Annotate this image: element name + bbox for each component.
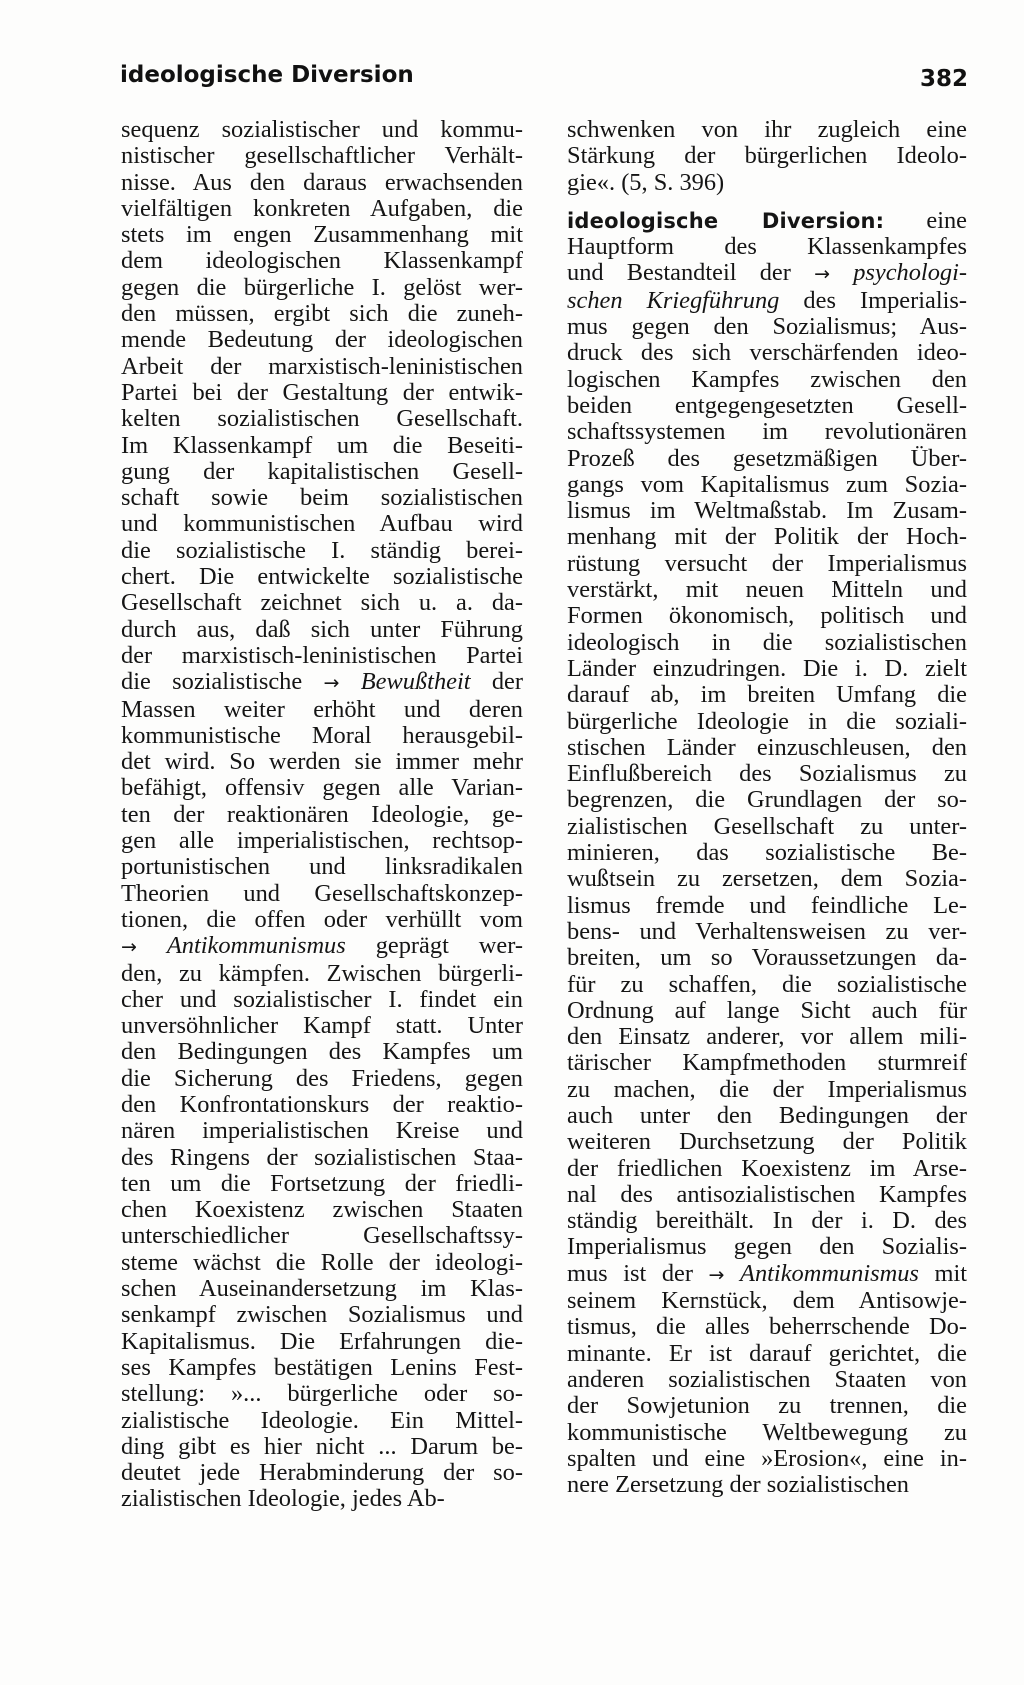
text-line: Stärkung der bürgerlichen Ideolo- bbox=[567, 142, 967, 170]
text-line: gie«. (5, S. 396) bbox=[567, 168, 725, 196]
text-line: Kapitalismus. Die Erfahrungen die- bbox=[121, 1327, 523, 1355]
text-line: gung der kapitalistischen Gesell- bbox=[121, 457, 523, 485]
text-line: den Konfrontationskurs der reaktio- bbox=[121, 1090, 523, 1118]
text-line: Theorien und Gesellschaftskonzep- bbox=[121, 879, 523, 907]
text-line: zialistischen Gesellschaft zu unter- bbox=[567, 812, 967, 840]
text-line: rüstung versucht der Imperialismus bbox=[567, 549, 967, 577]
text-line: menhang mit der Politik der Hoch- bbox=[567, 523, 967, 551]
text-line: eine bbox=[884, 206, 967, 234]
text-line: bürgerliche Ideologie in die soziali- bbox=[567, 707, 967, 735]
text-line: nistischer gesellschaftlicher Verhält- bbox=[121, 142, 523, 170]
text-line: vielfältigen konkreten Aufgaben, die bbox=[121, 194, 523, 222]
text-line: deutet jede Herabminderung der so- bbox=[121, 1459, 523, 1487]
text-line: Imperialismus gegen den Sozialis- bbox=[567, 1233, 967, 1261]
text-line: auch unter den Bedingungen der bbox=[567, 1101, 967, 1129]
dictionary-entry bbox=[567, 208, 967, 1499]
text-line: ständig bereithält. In der i. D. des bbox=[567, 1207, 967, 1235]
text-line: ding gibt es hier nicht ... Darum be- bbox=[121, 1432, 523, 1460]
text-line: stets im engen Zusammenhang mit bbox=[121, 221, 523, 249]
text-line: tionen, die offen oder verhüllt vom bbox=[121, 905, 523, 933]
text-line: dem ideologischen Klassenkampf bbox=[121, 247, 523, 275]
text-line: kelten sozialistischen Gesellschaft. bbox=[121, 405, 523, 433]
text-line: schaft sowie beim sozialistischen bbox=[121, 484, 523, 512]
text-line: den, zu kämpfen. Zwischen bürgerli- bbox=[121, 959, 523, 987]
text-line: Länder einzudringen. Die i. D. zielt bbox=[567, 654, 967, 682]
text-line: zialistischen Ideologie, jedes Ab- bbox=[121, 1485, 445, 1513]
text-line: lismus fremde und feindliche Le- bbox=[567, 891, 967, 919]
text-line: stischen Länder einzuschleusen, den bbox=[567, 733, 967, 761]
text-line: beiden entgegengesetzten Gesell- bbox=[567, 391, 967, 419]
text-line: sequenz sozialistischer und kommu- bbox=[121, 116, 523, 143]
text-line: chert. Die entwickelte sozialistische bbox=[121, 563, 523, 591]
text-line: die sozialistische I. ständig berei- bbox=[121, 536, 523, 564]
text-line: logischen Kampfes zwischen den bbox=[567, 365, 967, 393]
text-line: unterschiedlicher Gesellschaftssy- bbox=[121, 1222, 523, 1250]
running-head: ideologische Diversion bbox=[120, 62, 414, 88]
text-line: den Bedingungen des Kampfes um bbox=[121, 1038, 523, 1066]
text-line: schwenken von ihr zugleich eine bbox=[567, 116, 967, 143]
text-line: kommunistische Weltbewegung zu bbox=[567, 1418, 967, 1446]
text-line: chen Koexistenz zwischen Staaten bbox=[121, 1196, 523, 1224]
text-line: ten um die Fortsetzung der friedli- bbox=[121, 1169, 523, 1197]
text-line: Prozeß des gesetzmäßigen Über- bbox=[567, 444, 967, 472]
text-line: det wird. So werden sie immer mehr bbox=[121, 748, 523, 776]
text-line: nere Zersetzung der sozialistischen bbox=[567, 1471, 910, 1499]
text-line: Formen ökonomisch, politisch und bbox=[567, 602, 967, 630]
text-line: anderen sozialistischen Staaten von bbox=[567, 1365, 967, 1393]
text-line: spalten und eine »Erosion«, eine in- bbox=[567, 1444, 967, 1472]
text-line: zialistische Ideologie. Ein Mittel- bbox=[121, 1406, 523, 1434]
text-line: die sozialistische → Bewußtheit der bbox=[121, 668, 523, 696]
text-line: → Antikommunismus geprägt wer- bbox=[121, 932, 523, 960]
text-line: tärischer Kampfmethoden sturmreif bbox=[567, 1049, 967, 1077]
text-line: schen Auseinandersetzung im Klas- bbox=[121, 1275, 523, 1303]
text-line: befähigt, offensiv gegen alle Varian- bbox=[121, 774, 523, 802]
text-line: minante. Er ist darauf gerichtet, die bbox=[567, 1339, 967, 1367]
text-line: durch aus, daß sich unter Führung bbox=[121, 615, 523, 643]
text-line: darauf ab, im breiten Umfang die bbox=[567, 681, 967, 709]
text-line: minieren, das sozialistische Be- bbox=[567, 839, 967, 867]
text-line: lismus im Weltmaßstab. Im Zusam- bbox=[567, 497, 967, 525]
text-line: des Ringens der sozialistischen Staa- bbox=[121, 1143, 523, 1171]
text-line: unversöhnlicher Kampf statt. Unter bbox=[121, 1012, 523, 1040]
text-line: stellung: »... bürgerliche oder so- bbox=[121, 1380, 523, 1408]
text-line: den Einsatz anderer, vor allem mili- bbox=[567, 1023, 967, 1051]
text-line: mus ist der → Antikommunismus mit bbox=[567, 1259, 967, 1287]
text-line: schen Kriegführung des Imperialis- bbox=[567, 286, 968, 314]
text-line: schaftssystemen im revolutionären bbox=[567, 418, 967, 446]
text-line: für zu schaffen, die sozialistische bbox=[567, 970, 967, 998]
text-line: kommunistische Moral herausgebil- bbox=[121, 721, 523, 749]
text-line: ten der reaktionären Ideologie, ge- bbox=[121, 800, 523, 828]
text-line: nären imperialistischen Kreise und bbox=[121, 1117, 523, 1145]
left-column bbox=[121, 117, 523, 1513]
text-line: und Bestandteil der → psychologi- bbox=[567, 259, 967, 287]
continuation-paragraph bbox=[567, 117, 967, 196]
text-line: senkampf zwischen Sozialismus und bbox=[121, 1301, 523, 1329]
text-line: gangs vom Kapitalismus zum Sozia- bbox=[567, 470, 967, 498]
text-line: und kommunistischen Aufbau wird bbox=[121, 510, 523, 538]
text-line: ideologisch in die sozialistischen bbox=[567, 628, 967, 656]
text-line: Hauptform des Klassenkampfes bbox=[567, 233, 967, 261]
text-line: mende Bedeutung der ideologischen bbox=[121, 326, 523, 354]
text-line: seinem Kernstück, dem Antisowje- bbox=[567, 1287, 967, 1315]
right-column bbox=[567, 117, 967, 1498]
text-line: Partei bei der Gestaltung der entwik- bbox=[121, 378, 523, 406]
text-line: gen alle imperialistischen, rechtsop- bbox=[121, 827, 523, 855]
text-line: Im Klassenkampf um die Beseiti- bbox=[121, 431, 523, 459]
entry-first-line bbox=[567, 208, 967, 234]
text-line: gegen die bürgerliche I. gelöst wer- bbox=[121, 273, 523, 301]
text-line: verstärkt, mit neuen Mitteln und bbox=[567, 576, 967, 604]
text-line: bens- und Verhaltensweisen zu ver- bbox=[567, 917, 967, 945]
text-line: mus gegen den Sozialismus; Aus- bbox=[567, 313, 967, 341]
text-line: der marxistisch-leninistischen Partei bbox=[121, 641, 523, 669]
text-line: begrenzen, die Grundlagen der so- bbox=[567, 786, 967, 814]
text-line: cher und sozialistischer I. findet ein bbox=[121, 985, 523, 1013]
text-line: ses Kampfes bestätigen Lenins Fest- bbox=[121, 1353, 523, 1381]
text-line: Gesellschaft zeichnet sich u. a. da- bbox=[121, 589, 523, 617]
text-line: steme wächst die Rolle der ideologi- bbox=[121, 1248, 523, 1276]
text-line: Einflußbereich des Sozialismus zu bbox=[567, 760, 967, 788]
text-line: Ordnung auf lange Sicht auch für bbox=[567, 996, 967, 1024]
text-line: Arbeit der marxistisch-leninistischen bbox=[121, 352, 523, 380]
text-line: nisse. Aus den daraus erwachsenden bbox=[121, 168, 523, 196]
text-line: den müssen, ergibt sich die zuneh- bbox=[121, 300, 523, 328]
text-line: der friedlichen Koexistenz im Arse- bbox=[567, 1154, 967, 1182]
text-line: weiteren Durchsetzung der Politik bbox=[567, 1128, 967, 1156]
text-line: portunistischen und linksradikalen bbox=[121, 853, 523, 881]
text-line: tismus, die alles beherrschende Do- bbox=[567, 1313, 967, 1341]
text-line: zu machen, die der Imperialismus bbox=[567, 1075, 967, 1103]
text-line: nal des antisozialistischen Kampfes bbox=[567, 1180, 967, 1208]
text-line: druck des sich verschärfenden ideo- bbox=[567, 339, 967, 367]
entry-headword: ideologische Diversion: bbox=[567, 208, 885, 233]
text-line: breiten, um so Voraussetzungen da- bbox=[567, 944, 967, 972]
text-line: der Sowjetunion zu trennen, die bbox=[567, 1392, 967, 1420]
page-number: 382 bbox=[919, 66, 968, 92]
text-line: die Sicherung des Friedens, gegen bbox=[121, 1064, 523, 1092]
text-line: Massen weiter erhöht und deren bbox=[121, 695, 523, 723]
text-line: wußtsein zu zersetzen, dem Sozia- bbox=[567, 865, 967, 893]
